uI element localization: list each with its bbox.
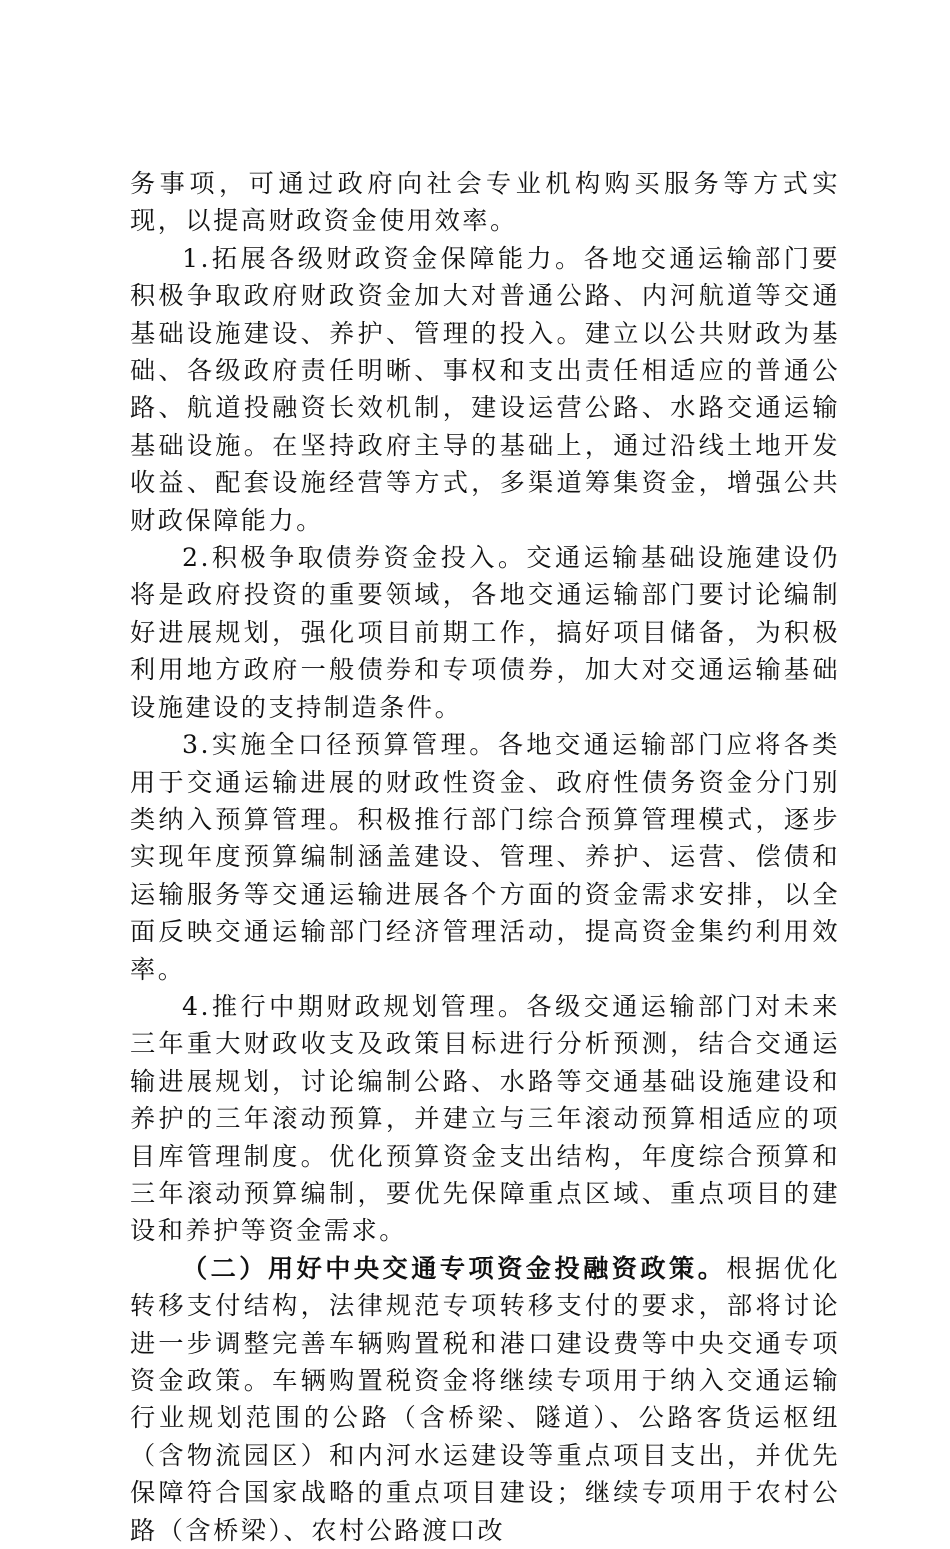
paragraph-item-4: 4.推行中期财政规划管理。各级交通运输部门对未来三年重大财政收支及政策目标进行分析预测，结合交通运输进展规划，讨论编制公路、水路等交通基础设施建设和养护的三年滚动预算，并建立与三年滚动预算相适应的项目库管理制度。优化预算资金支出结构，年度综合预算和三年滚动预算编制，要优先保障重点区域、重点项目的建设和养护等资金需求。: [130, 991, 840, 1246]
paragraph-item-1: 1.拓展各级财政资金保障能力。各地交通运输部门要积极争取政府财政资金加大对普通公路、内河航道等交通基础设施建设、养护、管理的投入。建立以公共财政为基础、各级政府责任明晰、事权和支出责任相适应的普通公路、航道投融资长效机制，建设运营公路、水路交通运输基础设施。在坚持政府主导的基础上，通过沿线土地开发收益、配套设施经营等方式，多渠道筹集资金，增强公共财政保障能力。: [130, 243, 840, 535]
section-body: 根据优化转移支付结构，法律规范专项转移支付的要求，部将讨论进一步调整完善车辆购置税和港口建设费等中央交通专项资金政策。车辆购置税资金将继续专项用于纳入交通运输行业规划范围的公路（含桥梁、隧道）、公路客货运枢纽（含物流园区）和内河水运建设等重点项目支出，并优先保障符合国家战略的重点项目建设；继续专项用于农村公路（含桥梁）、农村公路渡口改: [130, 1253, 841, 1545]
paragraph-item-3: 3.实施全口径预算管理。各地交通运输部门应将各类用于交通运输进展的财政性资金、政府性债务资金分门别类纳入预算管理。积极推行部门综合预算管理模式，逐步实现年度预算编制涵盖建设、管理、养护、运营、偿债和运输服务等交通运输进展各个方面的资金需求安排，以全面反映交通运输部门经济管理活动，提高资金集约利用效率。: [130, 730, 840, 984]
document-body: [130, 165, 840, 1549]
paragraph-section-2: [130, 1250, 840, 1549]
section-heading: （二）用好中央交通专项资金投融资政策。: [182, 1252, 727, 1283]
paragraph-item-2: 2.积极争取债券资金投入。交通运输基础设施建设仍将是政府投资的重要领域，各地交通运输部门要讨论编制好进展规划，强化项目前期工作，搞好项目储备，为积极利用地方政府一般债券和专项债券，加大对交通运输基础设施建设的支持制造条件。: [130, 543, 840, 722]
paragraph-continuation: 务事项，可通过政府向社会专业机构购买服务等方式实现，以提高财政资金使用效率。: [130, 169, 840, 236]
